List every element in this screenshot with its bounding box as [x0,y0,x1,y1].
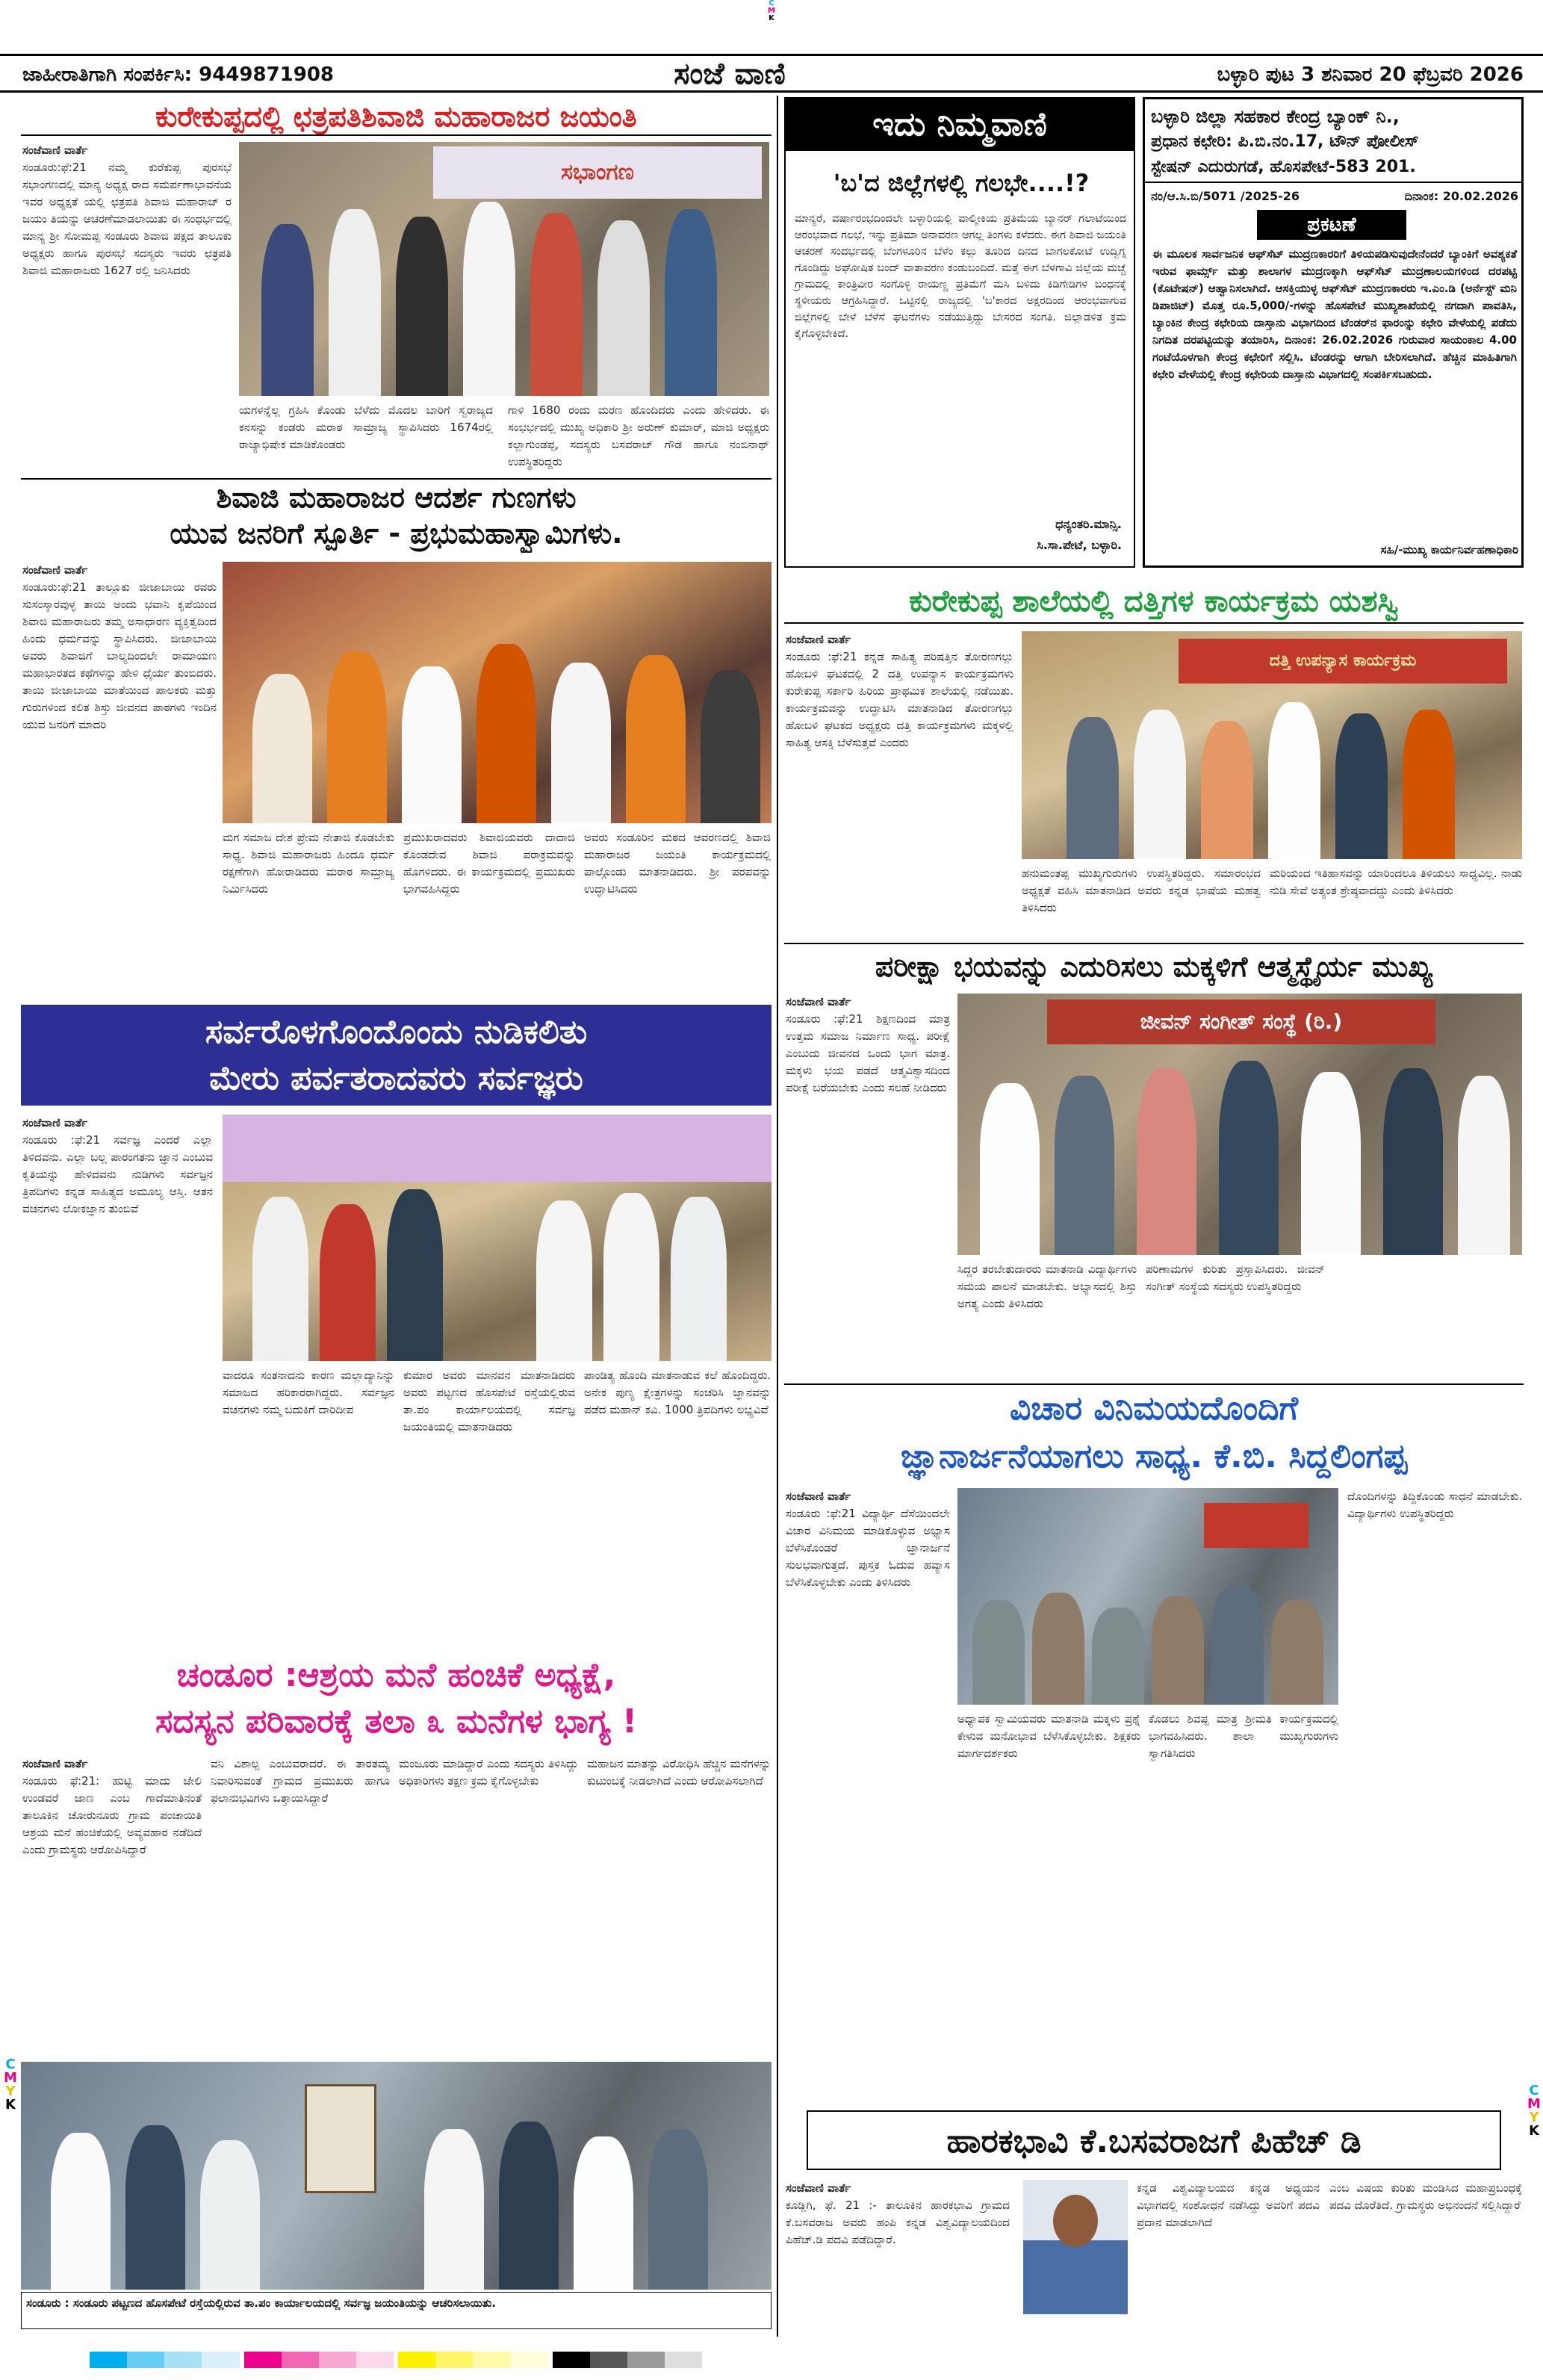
story6-photo [957,994,1522,1255]
bottom-photo-caption-text: ಸಂಡೂರು : ಸಂಡೂರು ಪಟ್ಟಣದ ಹೊಸಪೇಟೆ ರಸ್ತೆಯಲ್ಲಿರುವ ತಾ.ಪಂ ಕಾರ್ಯಾಲಯದಲ್ಲಿ ಸರ್ವಜ್ಞ ಜಯಂತಿಯನ್ನು ಆಚರಿಸಲಾಯಿತು. [26,2296,496,2310]
story8-headline [807,2110,1501,2170]
masthead-text: ಸಂಜೆ ವಾಣಿ [674,57,786,91]
story6-headline-text: ಪರೀಕ್ಷಾ ಭಯವನ್ನು ಎದುರಿಸಲು ಮಕ್ಕಳಿಗೆ ಆತ್ಮಸ್ಥೈರ್ಯ ಮುಖ್ಯ [875,950,1433,983]
story1-text-col2 [239,402,493,477]
cmyk-mark-right [1527,2084,1542,2144]
story2-body: ಸಂಡೂರು:ಫೆ:21 ತಾಲ್ಲೂಕು ಜೀಜಾಬಾಯಿ ರವರು ಸುಸಂಸ್ಕಾರವುಳ್ಳ ತಾಯಿ ಅಂದು ಭವಾನಿ ಕೃಪೆಯಿಂದ ಶಿವಾಜಿ ಮಹಾರಾಜರು ತಮ್ಮ ಅಸಾಧಾರಣ ವ್ಯಕ್ತಿತ್ವದಿಂದ ಹಿಂದು ಧರ್ಮವನ್ನು ಸ್ಥಾಪಿಸಿದರು. ಜೀಜಾಬಾಯಿ ಅವರು ಶಿವಾಜಿಗೆ ಬಾಲ್ಯದಿಂದಲೇ ರಾಮಾಯಣ ಮಹಾಭಾರತದ ಕಥೆಗಳನ್ನು ಹೇಳಿ ಧೈರ್ಯ ತುಂಬಿದರು. ತಾಯಿ ಜೀಜಾಬಾಯಿ ಮಾತೆಯಿಂದ ಪಾಲಕರು ಮತ್ತು ಗುರುಗಳಿಂದ ಕಲಿತ ಶಿಸ್ತು ಜೀವನದ ಪಾಠಗಳು ಇಂದಿನ ಯುವ ಜನರಿಗೆ ಮಾದರಿ [22,580,217,731]
story1-photo [239,142,769,396]
notice-signatory: ಸಹಿ/-ಮುಖ್ಯ ಕಾರ್ಯನಿರ್ವಹಣಾಧಿಕಾರಿ [1380,543,1518,557]
story7-text-col3 [1149,1711,1338,1877]
story4-headline [21,1652,772,1750]
story1-photo-banner [433,146,762,199]
cmyk-y-right: Y [1529,2110,1539,2125]
story2-text-col1 [22,562,217,1002]
story6-text-col3 [1146,1261,1325,1382]
story3-headline [21,1005,772,1106]
story4-text-col2 [211,1755,390,2054]
story7-body3: ಕೊಡಲು ಶಿವಪ್ಪ ಮಾತ್ರ ಶ್ರೀಮತಿ ಕಾರ್ಯಕ್ರಮದಲ್ಲಿ ಭಾಗವಹಿಸಿದರು. ಶಾಲಾ ಮುಖ್ಯಗುರುಗಳು ಸ್ವಾಗತಿಸಿದರು [1149,1712,1338,1760]
story7-photo [957,1488,1338,1705]
cmyk-c-left: C [5,2058,16,2072]
story3-byline: ಸಂಜೆವಾಣಿ ವಾರ್ತೆ [22,1116,88,1129]
story8-headline-text: ಹಾರಕಭಾವಿ ಕೆ.ಬಸವರಾಜಗೆ ಪಿಹೆಚ್ ಡಿ [946,2122,1362,2160]
story4-body3: ಮಂಜೂರು ಮಾಡಿದ್ದಾರೆ ಎಂದು ಸದಸ್ಯರು ತಿಳಿಸಿದ್ದು ಅಧಿಕಾರಿಗಳು ತಕ್ಷಣ ಕ್ರಮ ಕೈಗೊಳ್ಳಬೇಕು [399,1757,578,1788]
story3-text-col2 [223,1367,394,1540]
cmyk-c-right: C [1529,2084,1539,2098]
story8-byline: ಸಂಜೆವಾಣಿ ವಾರ್ತೆ [786,2181,851,2195]
cmyk-y-left: Y [5,2083,16,2099]
story3-body: ಸಂಡೂರು :ಫೆ:21 ಸರ್ವಜ್ಞ ಎಂದರೆ ಎಲ್ಲಾ ತಿಳಿದವನು. ಎಲ್ಲಾ ಬಲ್ಲ ಪಾರಂಗತನು ಜ್ಞಾನ ಎಂಬುವ ಕೃತಿಯನ್ನು ಹೇಳಿದವನು ನುಡಿಗಳು ಸರ್ವಜ್ಞನ ತ್ರಿಪದಿಗಳು ಕನ್ನಡ ಸಾಹಿತ್ಯದ ಅಮೂಲ್ಯ ಆಸ್ತಿ. ಆತನ ವಚನಗಳು ಲೋಕಜ್ಞಾನ ತುಂಬಿವೆ [22,1133,213,1215]
story5-body3: ಮರಿಯಂದ ಇತಿಹಾಸವನ್ನು ಯಾರಿಂದಲೂ ತಿಳಿಯಲು ಸಾಧ್ಯವಿಲ್ಲ. ನಾಡು ನುಡಿ ಸೇವೆ ಅತ್ಯಂತ ಶ್ರೇಷ್ಠವಾದದ್ದು ಎಂದು ತಿಳಿಸಿದರು [1270,867,1522,897]
cmyk-mark-left [3,2058,18,2118]
notice-title-text: ಪ್ರಕಟಣೆ [1307,214,1356,236]
story8-text-col3 [1329,2180,1522,2329]
story2-headline [21,478,772,553]
story4-headline-line1: ಚಂಡೂರ :ಆಶ್ರಯ ಮನೆ ಹಂಚಿಕೆ ಅಧ್ಯಕ್ಷೆ, [176,1656,616,1694]
story1-body3: ಗಾಳಿ 1680 ರಂದು ಮರಣ ಹೊಂದಿದರು ಎಂದು ಹೇಳಿದರು. ಈ ಸಂಭರ್ಭದಲ್ಲಿ ಮುಖ್ಯ ಅಧಿಕಾರಿ ಶ್ರೀ ಅರುಣ್ ಕುಮಾರ್, ಮಾಜಿ ಅಧ್ಯಕ್ಷರು ಕಲ್ಲಾಗುಂಡಪ್ಪ, ಸದಸ್ಯರು ಬಸವರಾಜ್ ಗೌಡ ಹಾಗೂ ನಂಬಿನಾಥ್ ಉಪಸ್ಥಿತರಿದ್ದರು [508,403,769,468]
story4-text-col4 [587,1755,771,2054]
story6-photo-banner [1047,1000,1435,1044]
story7-body2: ಅಧ್ಯಾಪಕ ಸ್ವಾಮಿಯವರು ಮಾತನಾಡಿ ಮಕ್ಕಳು ಪ್ರಶ್ನೆ ಕೇಳುವ ಮನೋಭಾವ ಬೆಳೆಸಿಕೊಳ್ಳಬೇಕು. ಶಿಕ್ಷಕರು ಮಾರ್ಗದರ್ಶಕರು [957,1712,1140,1760]
story3-body3: ಕುಮಾರ ಅವರು ಮಾನವನ ಮಾತನಾಡಿದರು ಅವರು ಪಟ್ಟಣದ ಹೊಸಪೇಟೆ ರಸ್ತೆಯಲ್ಲಿರುವ ತಾ.ಪಂ ಕಾರ್ಯಾಲಯದಲ್ಲಿ ಸರ್ವಜ್ಞ ಜಯಂತಿಯಲ್ಲಿ ಮಾತನಾಡಿದರು [403,1369,575,1434]
story5-byline: ಸಂಜೆವಾಣಿ ವಾರ್ತೆ [786,633,851,646]
story5-text-col2 [1022,865,1261,940]
page-info: ಬಳ್ಳಾರಿ ಪುಟ 3 ಶನಿವಾರ 20 ಫೆಬ್ರವರಿ 2026 [1217,63,1524,86]
story5-headline-text: ಕುರೇಕುಪ್ಪ ಶಾಲೆಯಲ್ಲಿ ದತ್ತಿಗಳ ಕಾರ್ಯಕ್ರಮ ಯಶಸ್ವಿ [909,584,1399,619]
story5-text-col3 [1270,865,1522,940]
story3-text-col4 [584,1367,771,1540]
opinion-title: 'ಬ'ದ ಜಿಲ್ಲೆಗಳಲ್ಲಿ ಗಲಭೇ....!? [833,169,1090,197]
story7-headline-line1: ವಿಚಾರ ವಿನಿಮಯದೊಂದಿಗೆ [1009,1389,1299,1428]
story5-photo-banner [1179,639,1507,684]
story6-text-col1 [786,994,950,1382]
story2-text-col2 [223,829,394,1001]
opinion-section-title [786,99,1134,151]
story7-byline: ಸಂಜೆವಾಣಿ ವಾರ್ತೆ [786,1490,851,1503]
story3-photo [223,1115,772,1361]
cmyk-mark-top: C M K [768,0,775,22]
story3-text-col3 [403,1367,575,1540]
opinion-section-text: ಇದು ನಿಮ್ಮವಾಣಿ [872,105,1047,143]
story5-photo [1022,631,1522,859]
story2-body3: ಪ್ರಮುಖರಾದವರು ಶಿವಾಜಿಯವರು ದಾದಾಜಿ ಕೊಂಡದೇವ ಶಿವಾಜಿ ಪರಾಕ್ರಮವನ್ನು ಹೊಗಳಿದರು. ಈ ಕಾರ್ಯಕ್ರಮದಲ್ಲಿ ಪ್ರಮುಖರು ಭಾಗವಹಿಸಿದ್ದರು [403,831,575,896]
story1-text-col1 [22,142,232,478]
story7-headline [784,1383,1524,1481]
column-divider [777,96,778,2337]
story5-banner-text: ದತ್ತಿ ಉಪನ್ಯಾಸ ಕಾರ್ಯಕ್ರಮ [1269,651,1417,670]
notice-ref-no: ನಂ/ಆ.ಸಿ.ಬಿ/5071 /2025-26 [1151,189,1300,203]
story2-photo [223,562,772,823]
story4-body: ಸಂಡೂರು ಫೆ:21: ಹುಟ್ಟಿ ಮಾದು ಜೇಲಿ ಉಂಡವರೆ ಜಾಣ ಎಂಬ ಗಾದೆಮಾತಿನಂತೆ ತಾಲೂಕಿನ ಚೋರುನೂರು ಗ್ರಾಮ ಪಂಚಾಯಿತಿ ಆಶ್ರಯ ಮನೆ ಹಂಚಿಕೆಯಲ್ಲಿ ಅವ್ಯವಹಾರ ನಡೆದಿದೆ ಎಂದು ಗ್ರಾಮಸ್ಥರು ಆರೋಪಿಸಿದ್ದಾರೆ [22,1774,202,1856]
story2-byline: ಸಂಜೆವಾಣಿ ವಾರ್ತೆ [22,563,88,577]
story6-body3: ಪರಿಣಾಮಗಳ ಕುರಿತು ಪ್ರಸ್ತಾಪಿಸಿದರು. ಜೀವನ್ ಸಂಗೀತ್ ಸಂಸ್ಥೆಯ ಸದಸ್ಯರು ಉಪಸ್ಥಿತರಿದ್ದರು [1146,1262,1325,1293]
story2-body4: ಅವರು ಸಂಡೂರಿನ ಮಠದ ಆವರಣದಲ್ಲಿ ಶಿವಾಜಿ ಮಹಾರಾಜರ ಜಯಂತಿ ಕಾರ್ಯಕ್ರಮದಲ್ಲಿ ಪಾಲ್ಗೊಂಡು ಮಾತನಾಡಿದರು. ಶ್ರೀ ಪರಪವನ್ನು ಉದ್ಘಾಟಿಸಿದರು [584,831,771,896]
story6-headline [784,943,1524,988]
story2-headline-line2: ಯುವ ಜನರಿಗೆ ಸ್ಪೂರ್ತಿ - ಪ್ರಭುಮಹಾಸ್ವಾಮಿಗಳು. [170,517,623,550]
story7-text-col2 [957,1711,1140,1877]
story1-headline [21,97,772,136]
story5-body: ಸಂಡೂರು :ಫೆ:21 ಕನ್ನಡ ಸಾಹಿತ್ಯ ಪರಿಷತ್ತಿನ ತೋರಣಗಲ್ಲು ಹೋಬಳಿ ಘಟಕದಲ್ಲಿ 2 ದತ್ತಿ ಉಪನ್ಯಾಸ ಕಾರ್ಯಕ್ರಮಗಳು ಕುರೇಕುಪ್ಪ ಸರ್ಕಾರಿ ಹಿರಿಯ ಪ್ರಾಥಮಿಕ ಶಾಲೆಯಲ್ಲಿ ನಡೆಯಿತು. ಕಾರ್ಯಕ್ರಮವನ್ನು ಉದ್ಘಾಟಿಸಿ ಮಾತನಾಡಿದ ತೋರಣಗಲ್ಲು ಹೋಬಳಿ ಘಟಕದ ಅಧ್ಯಕ್ಷರು ದತ್ತಿ ಕಾರ್ಯಕ್ರಮಗಳು ಮಕ್ಕಳಲ್ಲಿ ಸಾಹಿತ್ಯ ಆಸಕ್ತಿ ಬೆಳೆಸುತ್ತವೆ ಎಂದರು [786,650,1013,749]
opinion-body: ಮಾನ್ಯರೆ, ವರ್ಷಾರಂಭದಿಂದಲೇ ಬಳ್ಳಾರಿಯಲ್ಲಿ ವಾಲ್ಮೀಕಿಯ ಪ್ರತಿಮೆಯ ಬ್ಯಾನರ್ ಗಲಾಟೆಯಿಂದ ಆರಂಭವಾದ ಗಲಭೆ, ಇನ್ನು ಪ್ರತಿಮಾ ಅನಾವರಣ ಆಗಲ್ಲ ತಿಂಗಳು ಕಳೆದರು. ಈಗ ಶಿವಾಜಿ ಜಯಂತಿ ಆಚರಣೆ ಸಂದರ್ಭದಲ್ಲಿ ಬೆಂಗಳೂರಿನ ಬೆಳೆಂ ಕಲ್ಲು ತೂರಿದ ದಿನದ ಬಾಗಲಕೋಟೆ ಉದ್ವಿಗ್ನ ಗೊಂಡಿದ್ದು ಅಘೋಷಿತ ಬಂದ್ ವಾತಾವರಣ ಕಂಡುಬಂದಿದೆ. ಮತ್ತೆ ಈಗ ಬೆಳಗಾವಿ ಜಿಲ್ಲೆಯ ಮಚ್ಚೆ ಗ್ರಾಮದಲ್ಲಿ ಕಾಂತ್ರಿವೀರ ಸಂಗೊಳ್ಳಿ ರಾಯಣ್ಣ ಪ್ರತಿಮೆಗೆ ಮಸಿ ಬಳಿದು ಕಿಡಿಗೇಡಿಗಳ ಬಂಧನಕ್ಕೆ ಸ್ಥಳೀಯರು ಆಗ್ರಹಿಸಿದ್ದಾರೆ. ಒಟ್ಟಿನಲ್ಲಿ ರಾಜ್ಯದಲ್ಲಿ 'ಬ'ಕಾರದ ಅಕ್ಷರದಿಂದ ಆರಂಭವಾಗುವ ಜಿಲ್ಲೆಗಳಲ್ಲಿ ಬೇಳೆ ಬೆಳೆಸೆ ಘಟನೆಗಳು ನಡೆಯುತ್ತಿದ್ದು ಬೇಸರದ ಸಂಗತಿ. ಜಿಲ್ಲಾಡಳಿತ ಕ್ರಮ ಕೈಗೊಳ್ಳಬೇಕಿದೆ. [795,213,1126,340]
tender-notice [1143,97,1524,568]
story6-byline: ಸಂಜೆವಾಣಿ ವಾರ್ತೆ [786,995,851,1008]
bottom-photo [21,2062,772,2290]
story8-text-col1 [786,2180,1010,2329]
color-calibration-strip [90,2352,702,2368]
story5-text-col1 [786,631,1013,938]
story4-headline-line2: ಸದಸ್ಯನ ಪರಿವಾರಕ್ಕೆ ತಲಾ ೩ ಮನೆಗಳ ಭಾಗ್ಯ ! [155,1702,638,1741]
story2-text-col3 [403,829,575,1001]
notice-org-line2: ಪ್ರಧಾನ ಕಛೇರಿ: ಪಿ.ಬಿ.ನಂ.17, ಟೌನ್ ಪೋಲೀಸ್ [1151,132,1419,151]
story8-portrait [1023,2180,1128,2314]
cmyk-k-right: K [1529,2123,1539,2139]
story1-byline: ಸಂಜೆವಾಣಿ ವಾರ್ತೆ [22,143,88,157]
story4-body4: ಮಹಾಜನ ಮಾತನ್ನು ವಿರೋಧಿಸಿ ಹೆಚ್ಚಿನ ಮನೆಗಳನ್ನು ಕುಟುಂಬಕ್ಕೆ ನೀಡಲಾಗಿದೆ ಎಂದು ಆರೋಪಿಸಲಾಗಿದೆ [587,1757,771,1788]
cmyk-k-left: K [5,2097,16,2113]
story2-body2: ಮಗ ಸಮಾಜ ದೇಶ ಪ್ರೇಮ ನೇತಾಜಿ ಕೊಡಬೇಕು ಸಾಧ್ಯ. ಶಿವಾಜಿ ಮಹಾರಾಜರು ಹಿಂದೂ ಧರ್ಮ ರಕ್ಷಣೆಗಾಗಿ ಹೋರಾಡಿದರು ಮರಾಠ ಸಾಮ್ರಾಜ್ಯ ನಿರ್ಮಿಸಿದರು [223,831,394,896]
story5-headline [784,579,1524,624]
story3-body2: ವಾದರೂ ಸಂತನಾದನು ಕಾರಣ ಮಲ್ಲಾದ್ಯಾನಿನ್ನು ಸಮಾಜದ ಹರಿಕಾರರಾಗಿದ್ದರು. ಸರ್ವಜ್ಞನ ವಚನಗಳು ನಮ್ಮ ಬದುಕಿಗೆ ದಾರಿದೀಪ [223,1369,394,1416]
story8-text-col2 [1137,2180,1320,2329]
story2-text-col4 [584,829,771,1001]
story2-headline-line1: ಶಿವಾಜಿ ಮಹಾರಾಜರ ಆದರ್ಶ ಗುಣಗಳು [216,481,577,514]
cmyk-m-left: M [4,2070,17,2086]
story8-body2: ಕನ್ನಡ ವಿಶ್ವವಿದ್ಯಾಲಯದ ಕನ್ನಡ ಅಧ್ಯಯನ ವಿಭಾಗದಲ್ಲಿ ಸಂಶೋಧನೆ ನಡೆಸಿದ್ದು ಅವರಿಗೆ ಪದವಿ ಪ್ರದಾನ ಮಾಡಲಾಗಿದೆ [1137,2181,1320,2229]
opinion-signature-place: ಸಿ.ಸಾ.ಪೇಟೆ, ಬಳ್ಳಾರಿ. [1037,538,1122,552]
story1-banner-text: ಸಭಾಂಗಣ [561,159,634,185]
notice-body: ಈ ಮೂಲಕ ಸಾರ್ವಜನಿಕ ಆಫ್‌ಸೆಟ್ ಮುದ್ರಣಕಾರರಿಗೆ ತಿಳಿಯಪಡಿಸುವುದೇನೆಂದರೆ ಬ್ಯಾಂಕಿಗೆ ಅವಶ್ಯಕತೆ ಇರುವ ಫಾರ್ಮ್ಸ್ ಮತ್ತು ಶಾಲಾಗಳ ಮುದ್ರಣಕ್ಕಾಗಿ ಆಫ್‌ಸೆಟ್ ಮುದ್ರಣಾಲಯಗಳಿಂದ ದರಪಟ್ಟಿ (ಕೊಟೇಷನ್) ಆಹ್ವಾನಿಸಲಾಗಿದೆ. ಆಸಕ್ತಿಯುಳ್ಳ ಆಫ್‌ಸೆಟ್ ಮುದ್ರಣಕಾರರು ಇ.ಎಂ.ಡಿ (ಅರ್ನೆಸ್ಟ್ ಮನಿ ಡಿಪಾಜಿಟ್) ಮೊತ್ತ ರೂ.5,000/-ಗಳನ್ನು ಹೊಸಪೇಟೆ ಮುಖ್ಯಶಾಖೆಯಲ್ಲಿ ನಗದಾಗಿ ಪಾವತಿಸಿ, ಬ್ಯಾಂಕಿನ ಕೇಂದ್ರ ಕಛೇರಿಯ ದಾಸ್ತಾನು ವಿಭಾಗದಿಂದ ಟೆಂಡರ್‌ನ ಫಾರಂನ್ನು ಕಛೇರಿ ವೇಳೆಯಲ್ಲಿ ಪಡೆದು ನಿಗದಿತ ದರಪಟ್ಟಿಯನ್ನು ತಯಾರಿಸಿ, ದಿನಾಂಕ: 26.02.2026 ಗುರುವಾರ ಸಾಯಂಕಾಲ 4.00 ಗಂಟೆಯೊಳಗಾಗಿ ಕೇಂದ್ರ ಕಛೇರಿಗೆ ಸಲ್ಲಿಸಿ. ಟೆಂಡರನ್ನು ಆಗಾಗಿ ಬೇರಿಸಲಾಗಿದೆ. ಹೆಚ್ಚಿನ ಮಾಹಿತಿಗಾಗಿ ಕಛೇರಿ ವೇಳೆಯಲ್ಲಿ ಕೇಂದ್ರ ಕಛೇರಿಯ ದಾಸ್ತಾನು ವಿಭಾಗದಲ್ಲಿ ಸಂಪರ್ಕಿಸಬಹುದು. [1152,247,1517,381]
story8-body3: ಎಂಬ ವಿಷಯ ಕುರಿತು ಮಂಡಿಸಿದ ಮಹಾಪ್ರಬಂಧಕ್ಕೆ ಪದವಿ ದೊರೆತಿದೆ. ಗ್ರಾಮಸ್ಥರು ಅಭಿನಂದನೆ ಸಲ್ಲಿಸಿದ್ದಾರೆ [1329,2181,1522,2212]
bottom-photo-caption [21,2292,772,2329]
story5-body2: ಹನುಮಂತಪ್ಪ ಮುಖ್ಯಗುರುಗಳು ಉಪಸ್ಥಿತರಿದ್ದರು. ಸಮಾರಂಭದ ಅಧ್ಯಕ್ಷತೆ ವಹಿಸಿ ಮಾತನಾಡಿದ ಅವರು ಕನ್ನಡ ಭಾಷೆಯ ಮಹತ್ವ ತಿಳಿಸಿದರು [1022,867,1261,914]
story7-text-col1 [786,1488,950,1877]
story6-body2: ಸಿದ್ದರ ತರಬೇತುದಾರರು ಮಾತನಾಡಿ ವಿದ್ಯಾರ್ಥಿಗಳು ಸಮಯ ಪಾಲನೆ ಮಾಡಬೇಕು. ಅಭ್ಯಾಸದಲ್ಲಿ ಶಿಸ್ತು ಅಗತ್ಯ ಎಂದು ತಿಳಿಸಿದರು [957,1262,1137,1310]
story1-body2: ಯಗಳನ್ನೆಲ್ಲ ಗ್ರಹಿಸಿ ಕೊಂಡು ಬೆಳೆದು ಮೊದಲ ಬಾರಿಗೆ ಸ್ವರಾಜ್ಯದ ಕನಸನ್ನು ಕಂಡರು ಮರಾಠ ಸಾಮ್ರಾಜ್ಯ ಸ್ಥಾಪಿಸಿದರು 1674ರಲ್ಲಿ ರಾಜ್ಯಾಭಿಷೇಕ ಮಾಡಿಕೊಂಡರು [239,403,493,451]
notice-date: ದಿನಾಂಕ: 20.02.2026 [1404,189,1518,203]
story3-headline-line2: ಮೇರು ಪರ್ವತರಾದವರು ಸರ್ವಜ್ಞರು [209,1059,583,1097]
story3-headline-line1: ಸರ್ವರೊಳಗೊಂದೊಂದು ನುಡಿಕಲಿತು [205,1013,588,1051]
story7-headline-line2: ಜ್ಞಾನಾರ್ಜನೆಯಾಗಲು ಸಾಧ್ಯ. ಕೆ.ಬಿ. ಸಿದ್ದಲಿಂಗಪ್ಪ [900,1437,1408,1475]
story4-body2: ವನಿ ವಿಶಾಲ್ಪ ಎಂಬುವರಾದರೆ. ಈ ತಾರತಮ್ಯ ನಿವಾರಿಸುವಂತೆ ಗ್ರಾಮದ ಪ್ರಮುಖರು ಹಾಗೂ ಫಲಾನುಭವಿಗಳು ಒತ್ತಾಯಿಸಿದ್ದಾರೆ [211,1757,390,1805]
story1-text-col3 [508,402,769,477]
opinion-box [784,97,1135,568]
cmyk-m-right: M [1527,2096,1541,2112]
masthead-title [606,57,853,91]
notice-title [1257,210,1406,240]
story8-body: ಕೂಡ್ಲಿಗಿ, ಫೆ. 21 :- ತಾಲೂಕಿನ ಹಾರಕಭಾವಿ ಗ್ರಾಮದ ಕೆ.ಬಸವರಾಜ ಅವರು ಹಂಪಿ ಕನ್ನಡ ವಿಶ್ವವಿದ್ಯಾಲಯದಿಂದ ಪಿಹೆಚ್.ಡಿ ಪದವಿ ಪಡೆದಿದ್ದಾರೆ. [786,2198,1010,2246]
story1-body: ಸಂಡೂರು:ಫೆ:21 ನಮ್ಮ ಕುರೆಕುಪ್ಪ ಪುರಸಭೆ ಸಭಾಂಗಣದಲ್ಲಿ ಮಾನ್ಯ ಅಧ್ಯಕ್ಷ ರಾದ ಸಮರ್ಪಣಾಭಾವನೆಯ ಇವರ ಅಧ್ಯಕ್ಷತೆ ಯಲ್ಲಿ ಛತ್ರಪತಿ ಶಿವಾಜಿ ಮಹಾರಾಜ್ ರ ಜಯಂ ತಿಯನ್ನು ಆಚರಣೆಮಾಡಲಾಯಿತು ಈ ಸಂಧರ್ಭದಲ್ಲಿ ಮಾನ್ಯ ಶ್ರೀ ಸೋಮಪ್ಪ ಸಂಡೂರು ಶಿವಾಜಿ ಪಕ್ಷದ ತಾಲೂಕು ಅಧ್ಯಕ್ಷರು ಹಾಗೂ ಪುರಸಭೆ ಸದಸ್ಯರು ಇವರು ಛತ್ರಪತಿ ಶಿವಾಜಿ ಮಹಾರಾಜರು 1627 ರಲ್ಲಿ ಜನಿಸಿದರು [22,161,232,277]
notice-org-line3: ಸ್ಟೇಷನ್ ಎದುರುಗಡೆ, ಹೊಸಪೇಟೆ-583 201. [1151,158,1416,176]
story7-body: ಸಂಡೂರು :ಫೆ:21 ವಿದ್ಯಾರ್ಥಿ ದೆಸೆಯಿಂದಲೇ ವಿಚಾರ ವಿನಿಮಯ ಮಾಡಿಕೊಳ್ಳುವ ಅಭ್ಯಾಸ ಬೆಳೆಸಿಕೊಂಡರೆ ಜ್ಞಾನಾರ್ಜನೆ ಸುಲಭವಾಗುತ್ತದೆ. ಪುಸ್ತಕ ಓದುವ ಹವ್ಯಾಸ ಬೆಳೆಸಿಕೊಳ್ಳಬೇಕು ಎಂದು ತಿಳಿಸಿದರು [786,1507,950,1589]
story6-body: ಸಂಡೂರು :ಫೆ:21 ಶಿಕ್ಷಣದಿಂದ ಮಾತ್ರ ಉತ್ತಮ ಸಮಾಜ ನಿರ್ಮಾಣ ಸಾಧ್ಯ. ಪರೀಕ್ಷೆ ಎಂಬುದು ಜೀವನದ ಒಂದು ಭಾಗ ಮಾತ್ರ. ಮಕ್ಕಳು ಭಯ ಪಡದೆ ಆತ್ಮವಿಶ್ವಾಸದಿಂದ ಪರೀಕ್ಷೆ ಬರೆಯಬೇಕು ಎಂದು ಸಲಹೆ ನೀಡಿದರು [786,1012,950,1094]
ad-contact: ಜಾಹೀರಾತಿಗಾಗಿ ಸಂಪರ್ಕಿಸಿ: 9449871908 [22,63,335,86]
story1-headline-text: ಕುರೇಕುಪ್ಪದಲ್ಲಿ ಛತ್ರಪತಿಶಿವಾಜಿ ಮಹಾರಾಜರ ಜಯಂತಿ [155,100,637,133]
story3-text-col1 [22,1115,213,1540]
story6-text-col2 [957,1261,1137,1382]
opinion-signature-name: ಧನ್ಯಂತರಿ.ಮಾನ್ಸಿ. [1055,517,1122,531]
story4-text-col3 [399,1755,578,2054]
story4-byline: ಸಂಜೆವಾಣಿ ವಾರ್ತೆ [22,1757,88,1770]
story7-body4: ದೊಂದಿಗಳನ್ನು ತಿದ್ದಿಕೊಂಡು ಸಾಧನೆ ಮಾಡಬೇಕು. ವಿದ್ಯಾರ್ಥಿಗಳು ಉಪಸ್ಥಿತರಿದ್ದರು [1347,1490,1522,1520]
story7-text-col4 [1347,1488,1522,1877]
story6-banner-text: ಜೀವನ್ ಸಂಗೀತ್ ಸಂಸ್ಥೆ (ರಿ.) [1140,1009,1343,1034]
story3-body4: ಪಾಂಡಿತ್ಯ ಹೊಂದಿ ಮಾತನಾಡುವ ಕಲೆ ಹೊಂದಿದ್ದರು. ಅನೇಕ ಪುಣ್ಯ ಕ್ಷೇತ್ರಗಳನ್ನು ಸಂಚರಿಸಿ ಜ್ಞಾನವನ್ನು ಪಡೆದ ಮಹಾನ್ ಕವಿ. 1000 ತ್ರಿಪದಿಗಳು ಲಭ್ಯವಿವೆ [584,1369,771,1416]
story4-text-col1 [22,1755,202,2054]
notice-org-line1: ಬಳ್ಳಾರಿ ಜಿಲ್ಲಾ ಸಹಕಾರ ಕೇಂದ್ರ ಬ್ಯಾಂಕ್ ನಿ., [1151,106,1400,127]
